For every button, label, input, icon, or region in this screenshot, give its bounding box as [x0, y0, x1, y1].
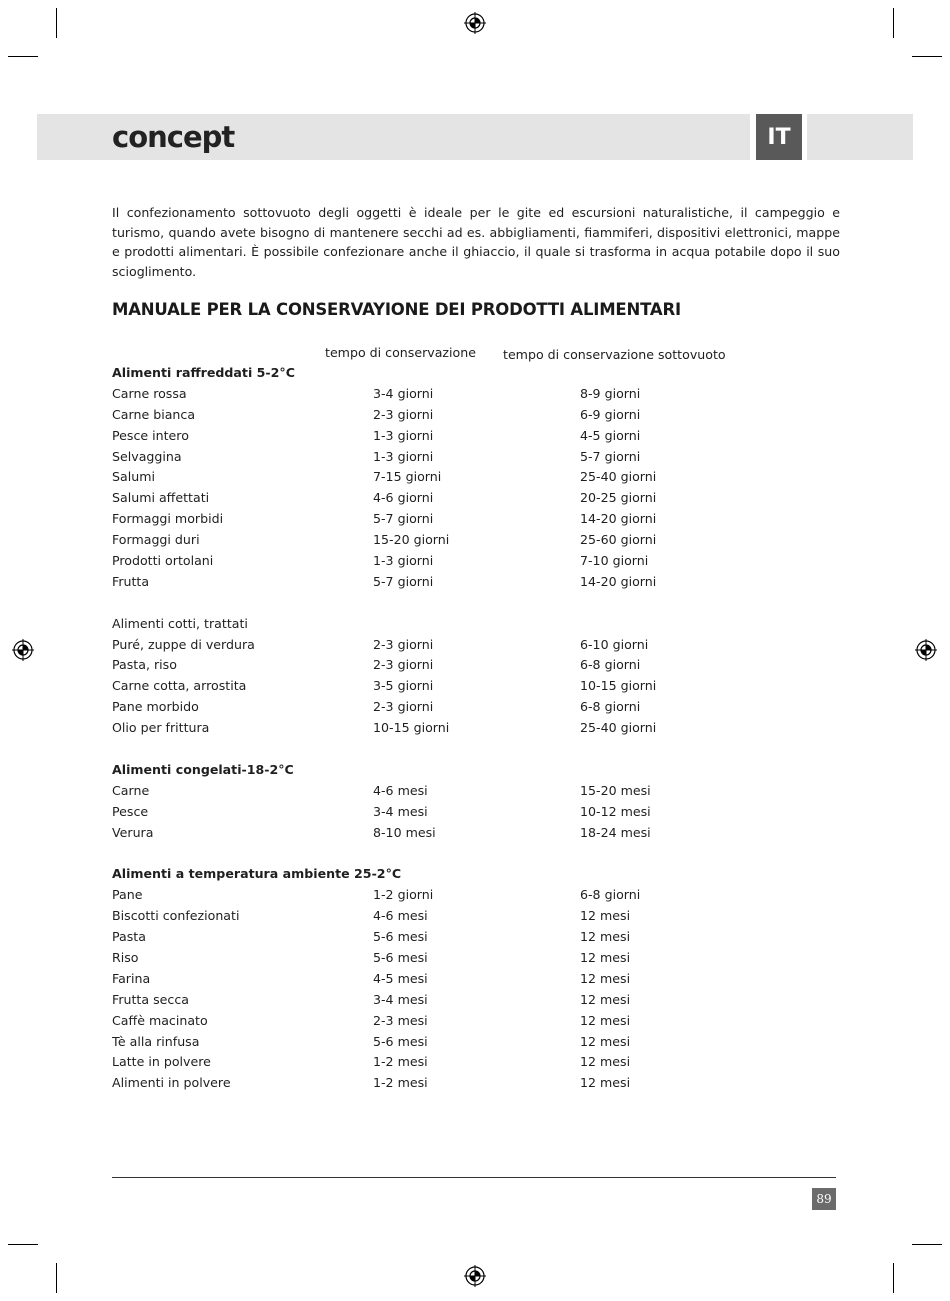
storage-time-cell: 3-5 giorni — [373, 678, 434, 694]
table-row — [112, 908, 842, 929]
storage-time-cell: 3-4 mesi — [373, 991, 428, 1007]
vacuum-storage-time-cell: 12 mesi — [580, 991, 631, 1007]
brand-logo: concept — [112, 120, 235, 154]
food-name-cell: Biscotti confezionati — [112, 908, 240, 924]
food-name-cell: Carne bianca — [112, 406, 196, 422]
table-row — [112, 553, 842, 574]
food-name-cell: Alimenti cotti, trattati — [112, 615, 248, 631]
food-name-cell: Alimenti raffreddati 5-2°C — [112, 365, 295, 380]
storage-time-cell: 7-15 giorni — [373, 469, 442, 485]
storage-time-cell: 1-2 mesi — [373, 1075, 428, 1091]
vacuum-storage-time-cell: 5-7 giorni — [580, 448, 641, 464]
table-group-header — [112, 365, 842, 386]
food-name-cell: Formaggi duri — [112, 532, 200, 548]
storage-time-cell: 1-3 giorni — [373, 427, 434, 443]
registration-mark-icon — [464, 1265, 486, 1287]
food-name-cell: Prodotti ortolani — [112, 553, 214, 569]
food-name-cell: Salumi affettati — [112, 490, 210, 506]
vacuum-storage-time-cell: 12 mesi — [580, 1075, 631, 1091]
food-name-cell: Pasta, riso — [112, 657, 177, 673]
vacuum-storage-time-cell: 15-20 mesi — [580, 782, 651, 798]
vacuum-storage-time-cell: 6-9 giorni — [580, 406, 641, 422]
storage-time-cell: 10-15 giorni — [373, 720, 450, 736]
storage-time-cell: 4-6 mesi — [373, 908, 428, 924]
vacuum-storage-time-cell: 4-5 giorni — [580, 427, 641, 443]
vacuum-storage-time-cell: 12 mesi — [580, 929, 631, 945]
registration-mark-icon — [464, 12, 486, 34]
storage-time-cell: 2-3 giorni — [373, 406, 434, 422]
vacuum-storage-time-cell: 6-8 giorni — [580, 887, 641, 903]
vacuum-storage-time-cell: 14-20 giorni — [580, 511, 657, 527]
table-row — [112, 449, 842, 470]
column-header-storage-time: tempo di conservazione — [325, 345, 476, 360]
vacuum-storage-time-cell: 18-24 mesi — [580, 824, 651, 840]
crop-mark — [912, 1244, 942, 1245]
table-row — [112, 971, 842, 992]
storage-time-cell: 3-4 giorni — [373, 385, 434, 401]
vacuum-storage-time-cell: 25-40 giorni — [580, 469, 657, 485]
table-spacer — [112, 845, 842, 866]
vacuum-storage-time-cell: 12 mesi — [580, 1012, 631, 1028]
vacuum-storage-time-cell: 25-40 giorni — [580, 720, 657, 736]
food-name-cell: Alimenti congelati-18-2°C — [112, 761, 294, 777]
page-number: 89 — [812, 1188, 836, 1210]
food-name-cell: Carne rossa — [112, 385, 187, 401]
storage-time-cell: 1-2 mesi — [373, 1054, 428, 1070]
table-row — [112, 887, 842, 908]
crop-mark — [912, 56, 942, 57]
storage-time-cell: 8-10 mesi — [373, 824, 436, 840]
vacuum-storage-time-cell: 7-10 giorni — [580, 553, 649, 569]
vacuum-storage-time-cell: 12 mesi — [580, 949, 631, 965]
table-row — [112, 616, 842, 637]
vacuum-storage-time-cell: 12 mesi — [580, 970, 631, 986]
storage-time-cell: 5-7 giorni — [373, 573, 434, 589]
storage-time-cell: 1-3 giorni — [373, 448, 434, 464]
vacuum-storage-time-cell: 10-15 giorni — [580, 678, 657, 694]
table-row — [112, 950, 842, 971]
table-row — [112, 386, 842, 407]
table-row — [112, 720, 842, 741]
food-name-cell: Pesce intero — [112, 427, 189, 443]
crop-mark — [56, 8, 57, 38]
table-row — [112, 699, 842, 720]
storage-time-cell: 15-20 giorni — [373, 532, 450, 548]
registration-mark-icon — [12, 639, 34, 661]
crop-mark — [893, 8, 894, 38]
crop-mark — [56, 1263, 57, 1293]
storage-time-cell: 2-3 mesi — [373, 1012, 428, 1028]
crop-mark — [8, 56, 38, 57]
table-row — [112, 1054, 842, 1075]
food-name-cell: Frutta — [112, 573, 150, 589]
food-name-cell: Olio per frittura — [112, 720, 210, 736]
vacuum-storage-time-cell: 12 mesi — [580, 1033, 631, 1049]
language-badge: IT — [756, 114, 802, 160]
vacuum-storage-time-cell: 6-8 giorni — [580, 699, 641, 715]
storage-time-cell: 1-2 giorni — [373, 887, 434, 903]
food-name-cell: Tè alla rinfusa — [112, 1033, 200, 1049]
food-name-cell: Pasta — [112, 929, 146, 945]
food-name-cell: Pesce — [112, 803, 149, 819]
table-row — [112, 490, 842, 511]
table-row — [112, 825, 842, 846]
vacuum-storage-time-cell: 25-60 giorni — [580, 532, 657, 548]
storage-table — [112, 365, 842, 1096]
storage-time-cell: 1-3 giorni — [373, 553, 434, 569]
food-name-cell: Latte in polvere — [112, 1054, 211, 1070]
table-row — [112, 469, 842, 490]
vacuum-storage-time-cell: 8-9 giorni — [580, 385, 641, 401]
section-title: MANUALE PER LA CONSERVAYIONE DEI PRODOTTI ALIMENTARI — [112, 300, 681, 319]
food-name-cell: Formaggi morbidi — [112, 511, 224, 527]
column-header-vacuum-storage-time: tempo di conservazione sottovuoto — [503, 347, 726, 362]
table-row — [112, 511, 842, 532]
table-row — [112, 1075, 842, 1096]
storage-time-cell: 4-6 mesi — [373, 782, 428, 798]
table-row — [112, 929, 842, 950]
storage-time-cell: 3-4 mesi — [373, 803, 428, 819]
table-group-header — [112, 866, 842, 887]
vacuum-storage-time-cell: 20-25 giorni — [580, 490, 657, 506]
storage-time-cell: 5-6 mesi — [373, 949, 428, 965]
vacuum-storage-time-cell: 14-20 giorni — [580, 573, 657, 589]
vacuum-storage-time-cell: 10-12 mesi — [580, 803, 651, 819]
storage-time-cell: 2-3 giorni — [373, 657, 434, 673]
food-name-cell: Salumi — [112, 469, 155, 485]
food-name-cell: Carne — [112, 782, 150, 798]
table-row — [112, 992, 842, 1013]
food-name-cell: Alimenti in polvere — [112, 1075, 231, 1091]
table-row — [112, 428, 842, 449]
crop-mark — [893, 1263, 894, 1293]
storage-time-cell: 5-6 mesi — [373, 1033, 428, 1049]
header-band-right — [807, 114, 913, 160]
table-group-header — [112, 762, 842, 783]
food-name-cell: Alimenti a temperatura ambiente 25-2°C — [112, 866, 402, 882]
vacuum-storage-time-cell: 12 mesi — [580, 908, 631, 924]
table-row — [112, 804, 842, 825]
table-row — [112, 678, 842, 699]
food-name-cell: Farina — [112, 970, 151, 986]
registration-mark-icon — [915, 639, 937, 661]
table-row — [112, 1013, 842, 1034]
food-name-cell: Pane morbido — [112, 699, 199, 715]
table-row — [112, 532, 842, 553]
vacuum-storage-time-cell: 6-8 giorni — [580, 657, 641, 673]
food-name-cell: Verura — [112, 824, 154, 840]
crop-mark — [8, 1244, 38, 1245]
food-name-cell: Caffè macinato — [112, 1012, 208, 1028]
storage-time-cell: 4-5 mesi — [373, 970, 428, 986]
food-name-cell: Selvaggina — [112, 448, 182, 464]
storage-time-cell: 2-3 giorni — [373, 636, 434, 652]
vacuum-storage-time-cell: 6-10 giorni — [580, 636, 649, 652]
footer-divider — [112, 1177, 836, 1178]
storage-time-cell: 5-6 mesi — [373, 929, 428, 945]
table-spacer — [112, 741, 842, 762]
food-name-cell: Carne cotta, arrostita — [112, 678, 247, 694]
vacuum-storage-time-cell: 12 mesi — [580, 1054, 631, 1070]
table-row — [112, 407, 842, 428]
table-row — [112, 783, 842, 804]
food-name-cell: Puré, zuppe di verdura — [112, 636, 255, 652]
table-row — [112, 574, 842, 595]
food-name-cell: Riso — [112, 949, 139, 965]
table-row — [112, 637, 842, 658]
food-name-cell: Pane — [112, 887, 143, 903]
table-spacer — [112, 595, 842, 616]
table-row — [112, 657, 842, 678]
storage-time-cell: 4-6 giorni — [373, 490, 434, 506]
food-name-cell: Frutta secca — [112, 991, 189, 1007]
storage-time-cell: 2-3 giorni — [373, 699, 434, 715]
table-row — [112, 1034, 842, 1055]
intro-paragraph: Il confezionamento sottovuoto degli oggetti è ideale per le gite ed escursioni naturalistiche, il campeggio e turismo, quando avete bisogno di mantenere secchi ad es. abbigliamenti, fiammiferi, dispositivi elettronici, mappe e prodotti alimentari. È possibile confezionare anche il ghiaccio, il quale si trasforma in acqua potabile dopo il suo scioglimento. — [112, 205, 840, 279]
storage-time-cell: 5-7 giorni — [373, 511, 434, 527]
